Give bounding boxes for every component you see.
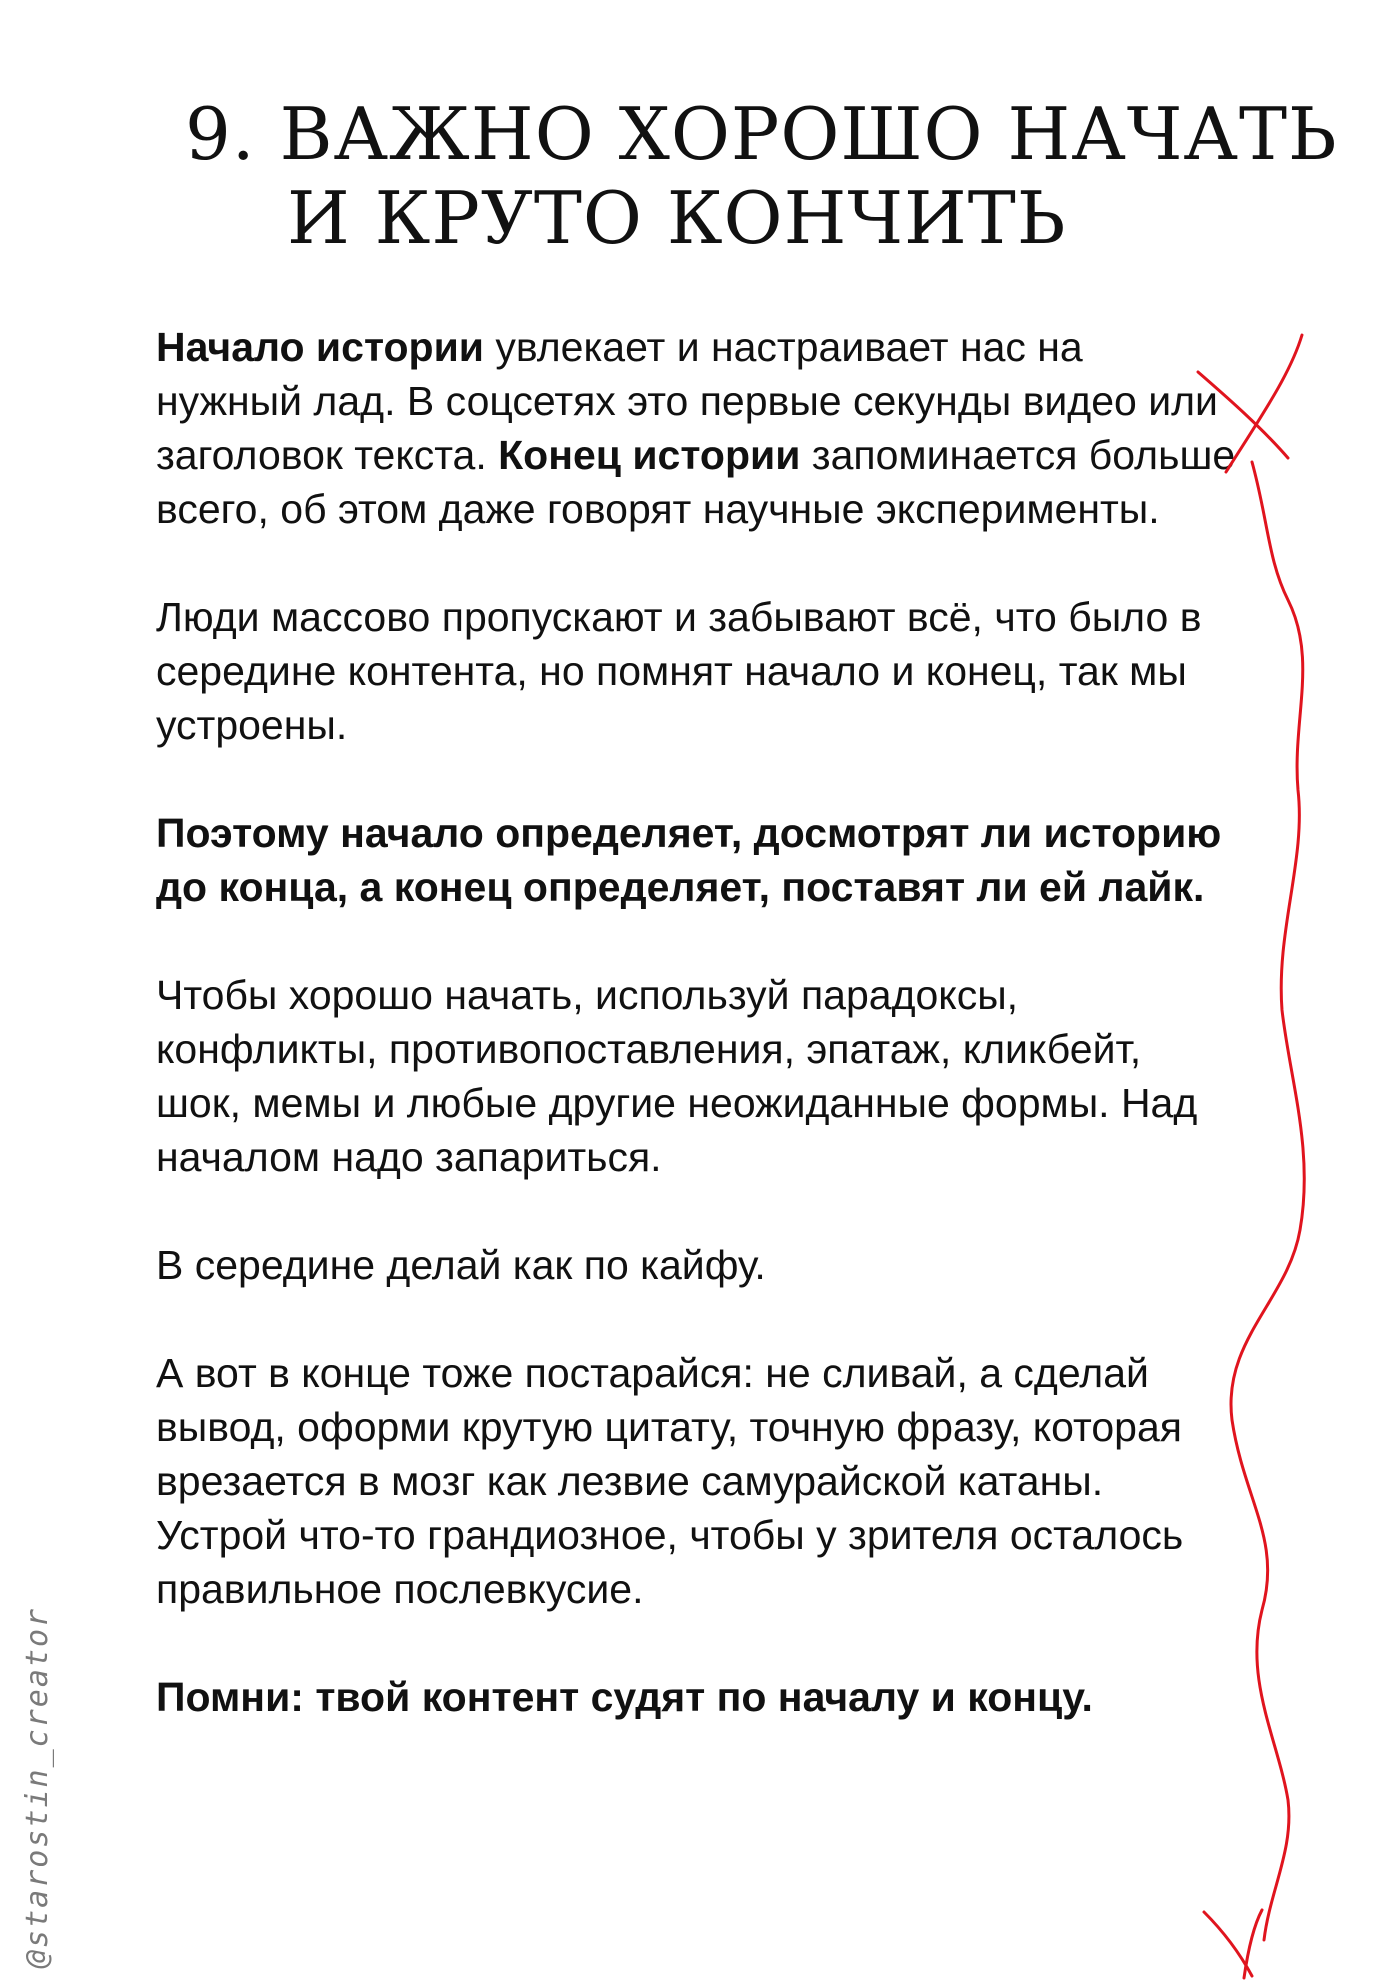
page-title [185, 92, 1337, 260]
x-mark-icon [1204, 1910, 1262, 1978]
wavy-line-icon [1231, 462, 1304, 1940]
paragraph-key-point [156, 806, 1236, 914]
paragraph-how-to-end: А вот в конце тоже постарайся: не сливай, а сделай вывод, оформи крутую цитату, точную фразу, которая врезается в мозг как лезвие самурайской катаны. Устрой что-то грандиозное, чтобы у зрителя осталось правильное послевкусие. [156, 1350, 1184, 1612]
paragraph-beginning-end [156, 320, 1236, 536]
body-text [156, 320, 1236, 1724]
text-ending: запоминается больше всего, об этом даже говорят научные эксперименты. [156, 432, 1236, 532]
title-line-1: 9. ВАЖНО ХОРОШО НАЧАТЬ [185, 92, 1338, 176]
text-beginning: увлекает и настраивает нас на нужный лад. В соцсетях это первые секунды видео или заголовок текста. [156, 324, 1218, 478]
title-line-2: И КРУТО КОНЧИТЬ [287, 176, 1067, 260]
bold-ending: Конец истории [498, 432, 801, 478]
bold-key-point: Поэтому начало определяет, досмотрят ли историю до конца, а конец определяет, поставят ли ей лайк. [156, 810, 1222, 910]
paragraph-middle-forgotten: Люди массово пропускают и забывают всё, что было в середине контента, но помнят начало и конец, так мы устроены. [156, 594, 1202, 748]
bold-beginning: Начало истории [156, 324, 484, 370]
paragraph-how-to-start: Чтобы хорошо начать, используй парадоксы, конфликты, противопоставления, эпатаж, кликбейт, шок, мемы и любые другие неожиданные формы. Над началом надо запариться. [156, 972, 1198, 1180]
bold-conclusion: Помни: твой контент судят по началу и концу. [156, 1674, 1093, 1720]
author-handle: @starostin_creator [20, 1606, 55, 1968]
paragraph-conclusion [156, 1670, 1236, 1724]
paragraph-middle: В середине делай как по кайфу. [156, 1242, 766, 1288]
